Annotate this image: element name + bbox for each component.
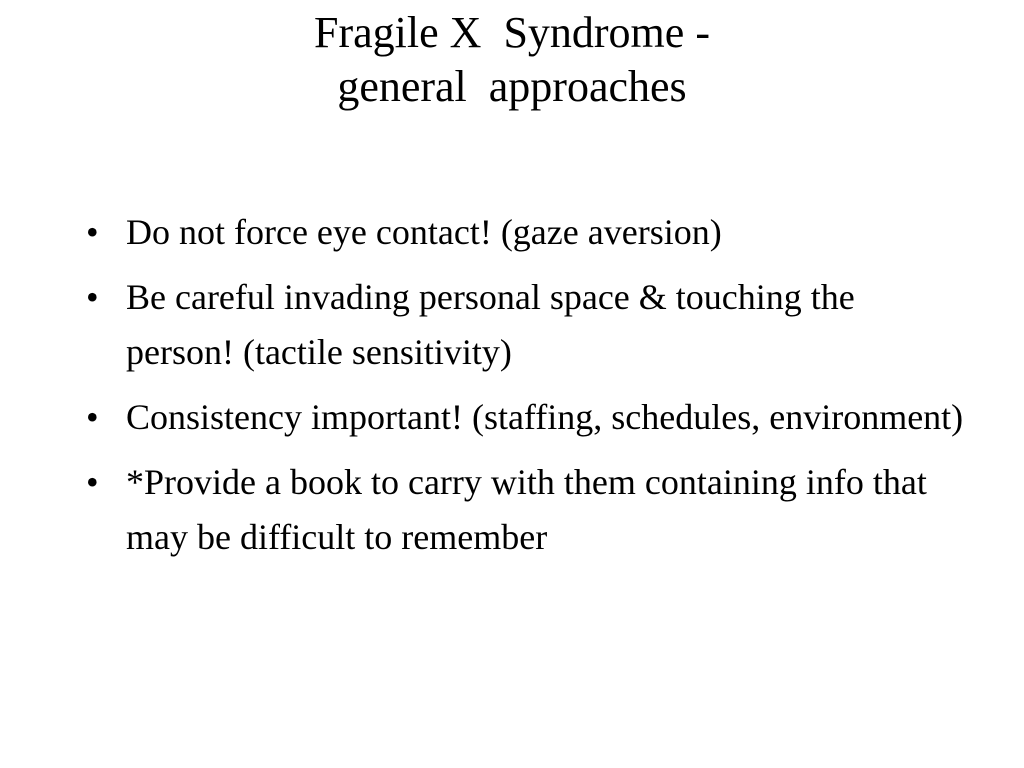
bullet-list xyxy=(86,205,966,575)
bullet-item-personal-space xyxy=(86,270,966,380)
bullet-text: Consistency important! (staffing, schedules, environment) xyxy=(126,397,964,437)
bullet-text: Be careful invading personal space & touching the person! (tactile sensitivity) xyxy=(126,277,855,372)
bullet-item-consistency xyxy=(86,390,966,445)
bullet-dot: • xyxy=(86,462,99,502)
bullet-dot: • xyxy=(86,397,99,437)
bullet-item-book xyxy=(86,455,966,565)
slide-title-line-2: general approaches xyxy=(337,62,687,111)
slide-title xyxy=(0,6,1024,114)
slide-title-line-1: Fragile X Syndrome - xyxy=(314,8,710,57)
bullet-dot: • xyxy=(86,212,99,252)
bullet-text: *Provide a book to carry with them containing info that may be difficult to remember xyxy=(126,462,927,557)
bullet-item-eye-contact xyxy=(86,205,966,260)
bullet-dot: • xyxy=(86,277,99,317)
bullet-text: Do not force eye contact! (gaze aversion) xyxy=(126,212,722,252)
